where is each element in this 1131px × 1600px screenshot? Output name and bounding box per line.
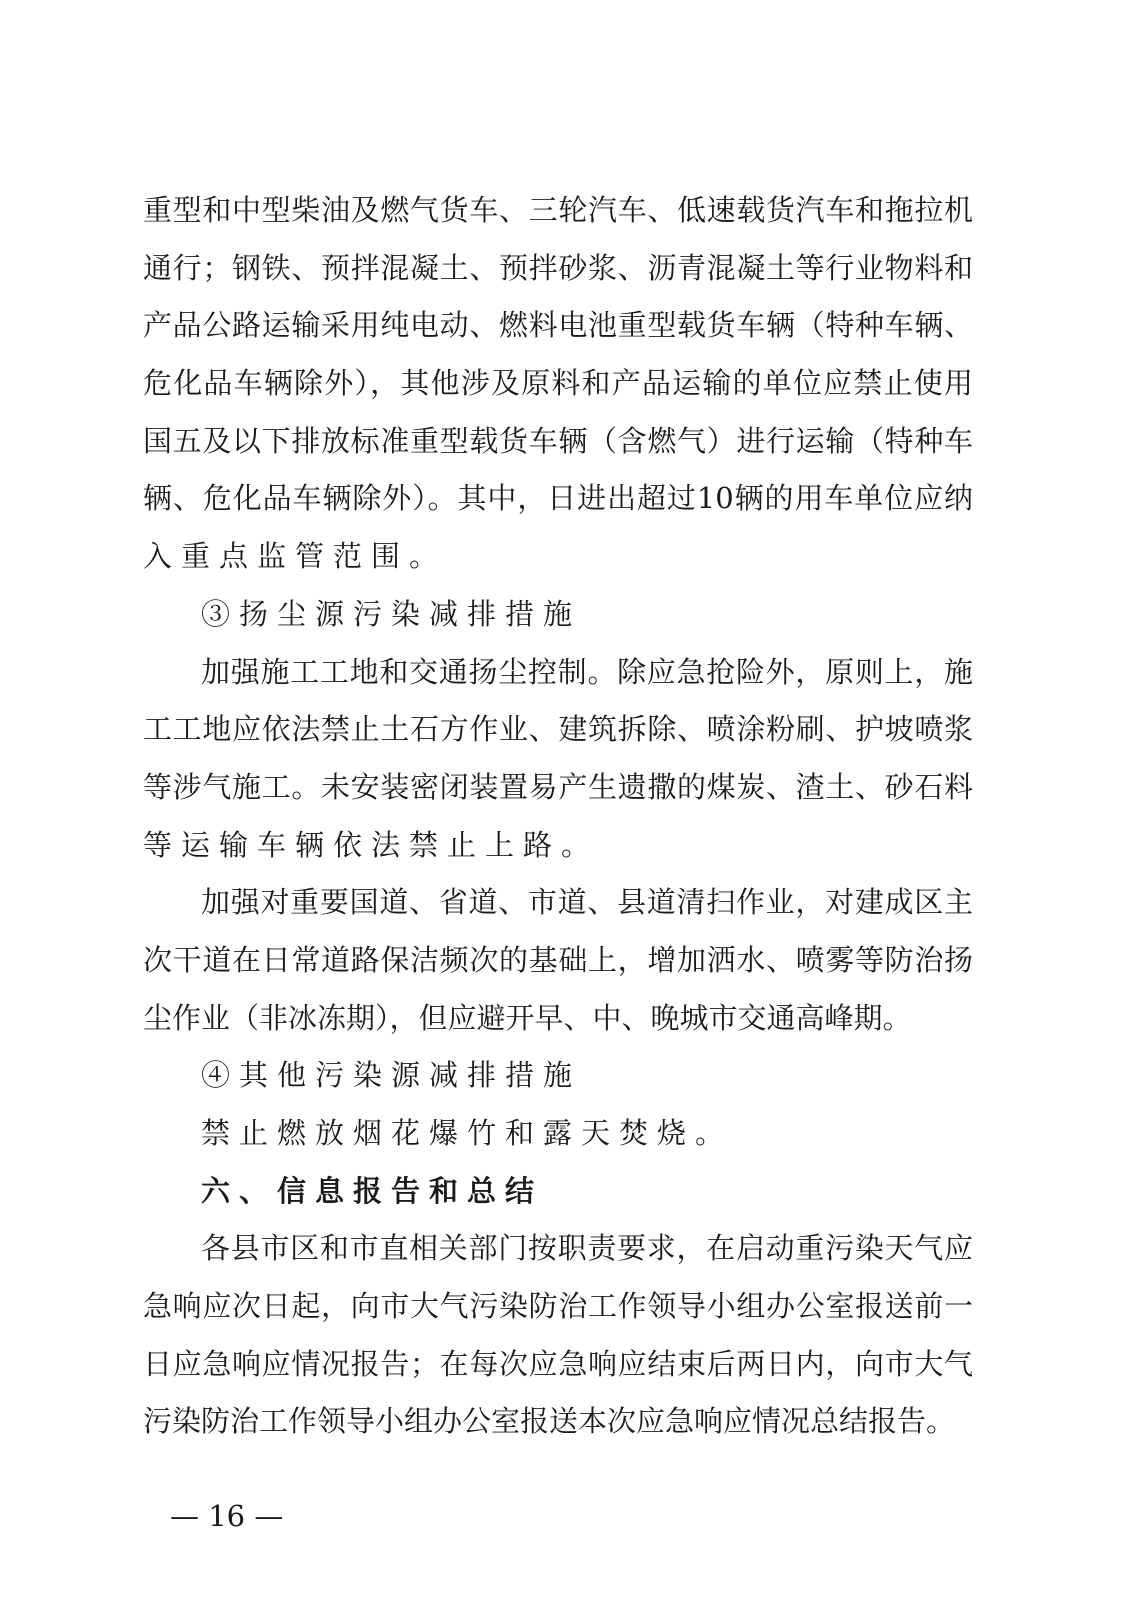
text-line: 次干道在日常道路保洁频次的基础上，增加洒水、喷雾等防治扬 xyxy=(143,942,973,977)
text-line: 危化品车辆除外），其他涉及原料和产品运输的单位应禁止使用 xyxy=(143,366,973,401)
page-number: — 16 — xyxy=(170,1499,284,1533)
text-line: 加强施工工地和交通扬尘控制。除应急抢险外，原则上，施 xyxy=(201,654,973,689)
text-line: 通行；钢铁、预拌混凝土、预拌砂浆、沥青混凝土等行业物料和 xyxy=(143,250,973,285)
text-line: 禁止燃放烟花爆竹和露天焚烧。 xyxy=(201,1116,734,1150)
body-text xyxy=(143,182,973,1451)
section-heading-report: 六、信息报告和总结 xyxy=(201,1173,544,1208)
text-line: 产品公路运输采用纯电动、燃料电池重型载货车辆（特种车辆、 xyxy=(143,308,973,343)
text-line: 重型和中型柴油及燃气货车、三轮汽车、低速载货汽车和拖拉机 xyxy=(143,193,973,227)
subsection-heading-dust: ③扬尘源污染减排措施 xyxy=(201,596,582,631)
text-line: 辆、危化品车辆除外）。其中，日进出超过10辆的用车单位应纳 xyxy=(143,481,973,516)
text-line: 等涉气施工。未安装密闭装置易产生遗撒的煤炭、渣土、砂石料 xyxy=(143,769,973,804)
text-line: 尘作业（非冰冻期），但应避开早、中、晚城市交通高峰期。 xyxy=(143,1000,912,1035)
text-line: 急响应次日起，向市大气污染防治工作领导小组办公室报送前一 xyxy=(143,1289,973,1324)
subsection-heading-other: ④其他污染源减排措施 xyxy=(201,1058,582,1093)
text-line: 国五及以下排放标准重型载货车辆（含燃气）进行运输（特种车 xyxy=(143,423,973,458)
text-line: 污染防治工作领导小组办公室报送本次应急响应情况总结报告。 xyxy=(143,1404,956,1439)
text-line: 各县市区和市直相关部门按职责要求，在启动重污染天气应 xyxy=(201,1231,973,1266)
text-line: 入重点监管范围。 xyxy=(143,539,448,574)
text-line: 等运输车辆依法禁止上路。 xyxy=(143,827,600,862)
text-line: 加强对重要国道、省道、市道、县道清扫作业，对建成区主 xyxy=(201,885,973,920)
text-line: 工工地应依法禁止土石方作业、建筑拆除、喷涂粉刷、护坡喷浆 xyxy=(143,712,973,747)
text-line: 日应急响应情况报告；在每次应急响应结束后两日内，向市大气 xyxy=(143,1346,973,1381)
